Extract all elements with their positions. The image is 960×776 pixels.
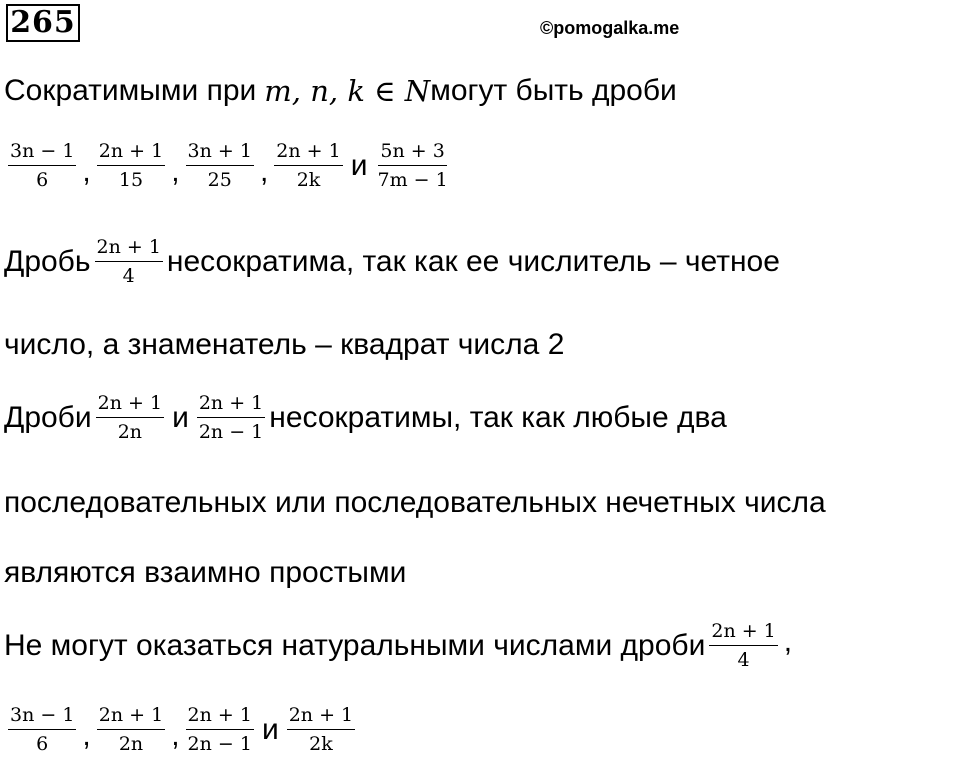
statement-text-tail: несократима, так как ее числитель – четное <box>166 244 780 278</box>
fraction <box>186 140 254 191</box>
separator: , <box>259 154 269 188</box>
statement-line-3 <box>4 392 727 443</box>
numerator: 3n − 1 <box>8 140 76 166</box>
numerator: 2n + 1 <box>274 140 342 166</box>
statement-line-5 <box>4 556 406 590</box>
denominator: 2k <box>296 169 321 191</box>
fraction <box>709 620 777 671</box>
statement-text: Дроби <box>4 400 92 434</box>
numerator: 2n + 1 <box>95 236 163 262</box>
separator: , <box>82 718 91 752</box>
variables-set: m, n, k ∈ N <box>264 74 431 108</box>
denominator: 6 <box>36 733 49 755</box>
statement-line-1 <box>4 236 780 287</box>
statement-text: являются взаимно простыми <box>4 556 407 589</box>
numerator: 5n + 3 <box>378 140 446 166</box>
numerator: 2n + 1 <box>197 392 265 418</box>
statement-text: Не могут оказаться натуральными числами дроби <box>4 628 706 662</box>
denominator: 6 <box>36 169 49 191</box>
fraction <box>197 392 265 443</box>
intro-text-tail: могут быть дроби <box>430 74 677 107</box>
fraction <box>96 392 164 443</box>
statement-text-tail: несократимы, так как любые два <box>269 400 727 434</box>
denominator: 7m − 1 <box>377 169 448 191</box>
denominator: 25 <box>207 169 232 191</box>
intro-line <box>4 74 677 108</box>
separator: , <box>171 154 180 188</box>
separator: , <box>82 154 91 188</box>
denominator: 2n <box>118 733 144 755</box>
denominator: 4 <box>737 649 750 671</box>
fraction <box>375 140 449 191</box>
denominator: 2n − 1 <box>187 733 252 755</box>
separator: , <box>171 718 180 752</box>
denominator: 15 <box>118 169 144 191</box>
fraction <box>95 236 163 287</box>
denominator: 4 <box>122 265 135 287</box>
watermark: ©pomogalka.me <box>540 18 680 38</box>
conjunction: и <box>261 712 279 746</box>
problem-number-badge: 265 <box>6 4 80 42</box>
reducible-fractions-line <box>4 140 454 191</box>
statement-line-2 <box>4 328 564 362</box>
denominator: 2k <box>309 733 333 755</box>
fraction <box>274 140 342 191</box>
statement-line-4 <box>4 486 826 520</box>
fraction <box>287 704 355 755</box>
non-natural-fractions-line <box>4 704 359 755</box>
fraction <box>97 140 165 191</box>
statement-text: число, а знаменатель – квадрат числа 2 <box>4 328 565 361</box>
numerator: 2n + 1 <box>97 140 165 166</box>
numerator: 2n + 1 <box>96 392 164 418</box>
numerator: 2n + 1 <box>709 620 777 646</box>
numerator: 2n + 1 <box>287 704 355 730</box>
numerator: 2n + 1 <box>97 704 165 730</box>
conjunction: и <box>350 148 368 182</box>
numerator: 2n + 1 <box>186 704 254 730</box>
fraction <box>97 704 165 755</box>
statement-line-6 <box>4 620 794 671</box>
denominator: 2n − 1 <box>198 421 264 443</box>
fraction <box>8 704 76 755</box>
fraction <box>186 704 254 755</box>
separator: , <box>783 624 793 658</box>
fraction <box>8 140 76 191</box>
statement-text: Дробь <box>4 244 91 278</box>
denominator: 2n <box>117 421 143 443</box>
intro-text: Сократимыми при <box>4 74 257 107</box>
numerator: 3n − 1 <box>8 704 76 730</box>
conjunction: и <box>172 400 189 434</box>
statement-text: последовательных или последовательных нечетных числа <box>4 486 826 519</box>
numerator: 3n + 1 <box>186 140 254 166</box>
